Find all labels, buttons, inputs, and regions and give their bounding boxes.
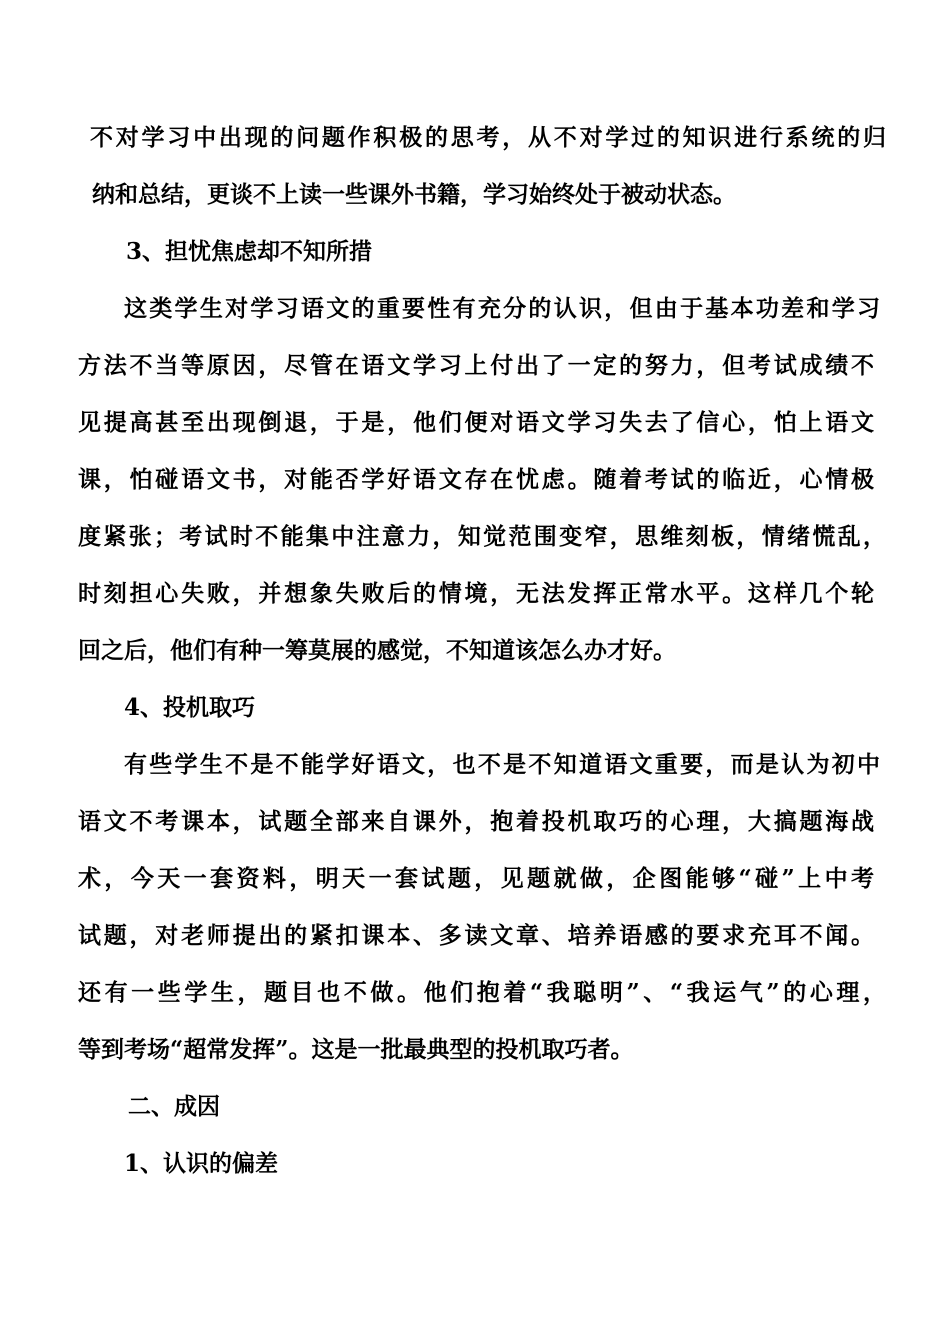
text-line: 见提高甚至出现倒退，于是，他们便对语文学习失去了信心，怕上语文 <box>78 409 877 436</box>
text-line: 这类学生对学习语文的重要性有充分的认识，但由于基本功差和学习 <box>124 295 883 322</box>
text-line: 课，怕碰语文书，对能否学好语文存在忧虑。随着考试的临近，心情极 <box>78 466 877 493</box>
section-heading: 1、认识的偏差 <box>124 1150 279 1177</box>
text-line: 方法不当等原因，尽管在语文学习上付出了一定的努力，但考试成绩不 <box>78 352 877 379</box>
text-line: 语文不考课本，试题全部来自课外，抱着投机取巧的心理，大搞题海战 <box>78 808 877 835</box>
text-line: 纳和总结，更谈不上读一些课外书籍，学习始终处于被动状态。 <box>92 181 736 208</box>
text-line: 还有一些学生，题目也不做。他们抱着“我聪明”、“我运气”的心理， <box>78 979 890 1006</box>
text-line: 有些学生不是不能学好语文，也不是不知道语文重要，而是认为初中 <box>124 751 883 778</box>
text-line: 回之后，他们有种一筹莫展的感觉，不知道该怎么办才好。 <box>78 637 676 664</box>
text-line: 等到考场“超常发挥”。这是一批最典型的投机取巧者。 <box>78 1036 634 1063</box>
text-line: 术，今天一套资料，明天一套试题，见题就做，企图能够“碰”上中考 <box>78 865 878 892</box>
section-heading: 3、担忧焦虑却不知所措 <box>126 238 373 265</box>
text-line: 时刻担心失败，并想象失败后的情境，无法发挥正常水平。这样几个轮 <box>78 580 877 607</box>
text-line: 试题，对老师提出的紧扣课本、多读文章、培养语感的要求充耳不闻。 <box>78 922 877 949</box>
text-line: 度紧张；考试时不能集中注意力，知觉范围变窄，思维刻板，情绪慌乱， <box>78 523 889 550</box>
section-heading: 二、成因 <box>128 1093 220 1120</box>
text-line: 不对学习中出现的问题作积极的思考，从不对学过的知识进行系统的归 <box>90 124 889 151</box>
section-heading: 4、投机取巧 <box>124 694 256 721</box>
